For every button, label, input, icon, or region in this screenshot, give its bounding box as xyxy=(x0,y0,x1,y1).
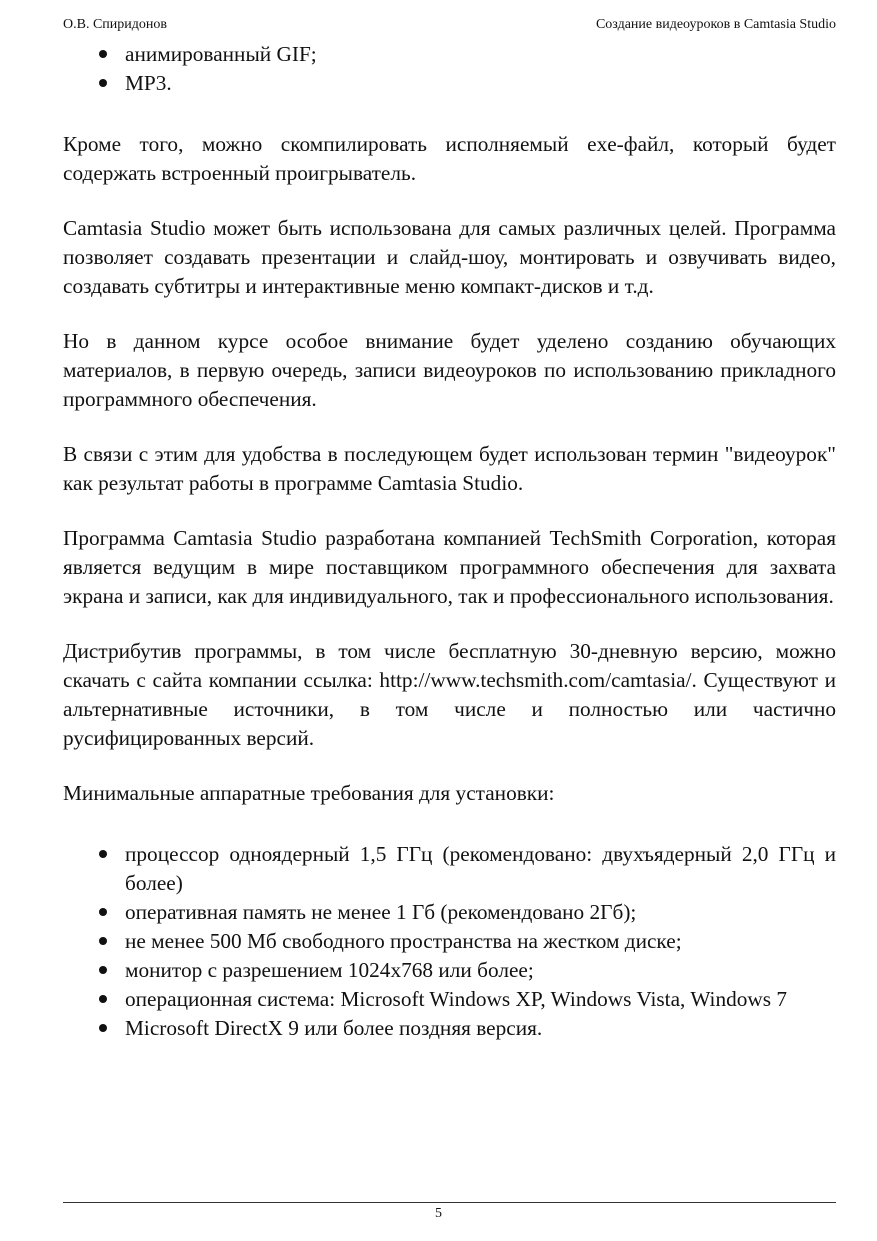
paragraph-developer: Программа Camtasia Studio разработана компанией TechSmith Corporation, которая является ведущим в мире поставщиком программного обеспечения для захвата экрана и записи, как для индивидуального, так и профессионального использования. xyxy=(63,526,836,608)
paragraph-course-focus: Но в данном курсе особое внимание будет уделено созданию обучающих материалов, в первую очередь, записи видеоуроков по использованию прикладного программного обеспечения. xyxy=(63,329,836,411)
list-item: оперативная память не менее 1 Гб (рекомендовано 2Гб); xyxy=(63,898,836,927)
footer-divider xyxy=(63,1202,836,1203)
requirements-list xyxy=(63,840,836,1043)
paragraph-requirements-heading: Минимальные аппаратные требования для установки: xyxy=(63,781,555,805)
bullet-icon xyxy=(99,850,107,858)
bullet-icon xyxy=(99,966,107,974)
bullet-icon xyxy=(99,995,107,1003)
paragraph-exe: Кроме того, можно скомпилировать исполняемый exe-файл, который будет содержать встроенный проигрыватель. xyxy=(63,132,836,185)
bullet-icon xyxy=(99,79,107,87)
list-item: не менее 500 Мб свободного пространства на жестком диске; xyxy=(63,927,836,956)
format-list xyxy=(63,40,836,98)
list-item: MP3. xyxy=(63,69,836,98)
header-title: Создание видеоуроков в Camtasia Studio xyxy=(595,17,836,32)
paragraph-purposes: Camtasia Studio может быть использована для самых различных целей. Программа позволяет создавать презентации и слайд-шоу, монтировать и озвучивать видео, создавать субтитры и интерактивные меню компакт-дисков и т.д. xyxy=(63,216,836,298)
paragraph-distribution: Дистрибутив программы, в том числе бесплатную 30-дневную версию, можно скачать с сайта компании ссылка: http://www.techsmith.com/camtasia/. Существуют и альтернативные источники, в том числе и полностью или частично русифицированных версий. xyxy=(63,639,836,750)
list-item: монитор с разрешением 1024x768 или более; xyxy=(63,956,836,985)
header-author: О.В. Спиридонов xyxy=(63,17,167,32)
list-item: анимированный GIF; xyxy=(63,40,836,69)
list-item: процессор одноядерный 1,5 ГГц (рекомендовано: двухъядерный 2,0 ГГц и более) xyxy=(63,840,836,898)
page-content xyxy=(63,40,836,1043)
bullet-icon xyxy=(99,937,107,945)
paragraph-term: В связи с этим для удобства в последующем будет использован термин "видеоурок" как результат работы в программе Camtasia Studio. xyxy=(63,442,836,495)
bullet-icon xyxy=(99,908,107,916)
list-item: Microsoft DirectX 9 или более поздняя версия. xyxy=(63,1014,836,1043)
list-item: операционная система: Microsoft Windows XP, Windows Vista, Windows 7 xyxy=(63,985,836,1014)
bullet-icon xyxy=(99,1024,107,1032)
page-number: 5 xyxy=(435,1206,442,1221)
bullet-icon xyxy=(99,50,107,58)
